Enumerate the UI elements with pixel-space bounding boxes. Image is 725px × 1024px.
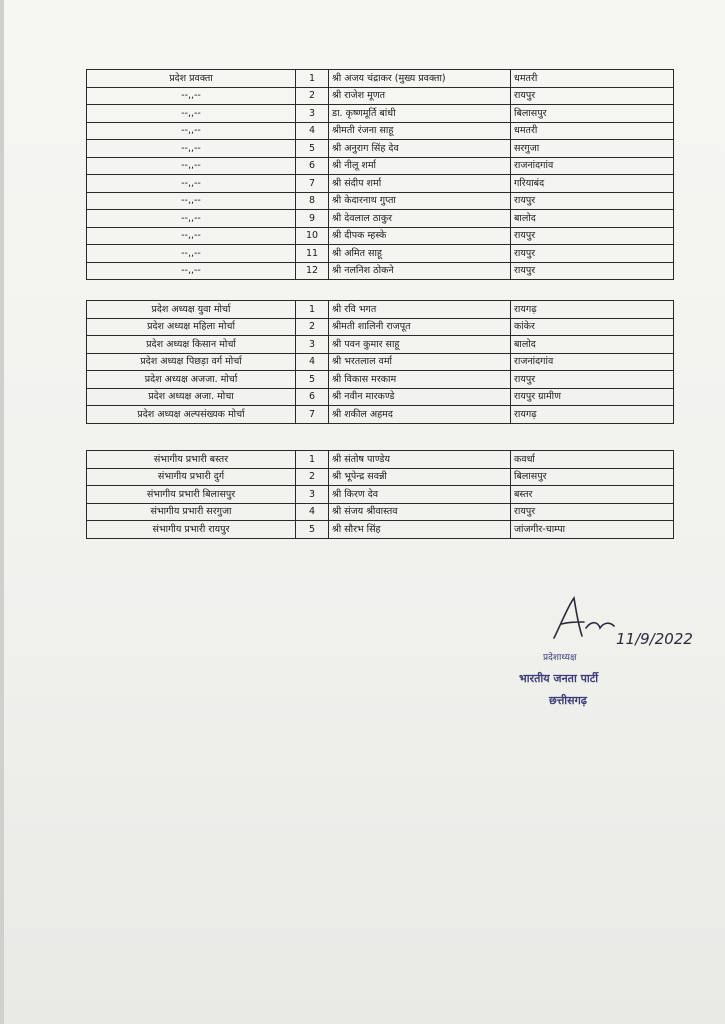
table-row — [87, 451, 674, 469]
name-cell: श्री शकील अहमद — [329, 406, 511, 424]
name-cell: श्री नीलू शर्मा — [329, 157, 511, 175]
serial-cell: 4 — [296, 353, 329, 371]
district-cell: बिलासपुर — [511, 105, 674, 123]
post-cell: प्रदेश अध्यक्ष अजा. मोचा — [87, 388, 296, 406]
name-cell: श्री अनुराग सिंह देव — [329, 140, 511, 158]
name-cell: श्री भरतलाल वर्मा — [329, 353, 511, 371]
serial-cell: 10 — [296, 227, 329, 245]
name-cell: श्री अजय चंद्राकर (मुख्य प्रवक्ता) — [329, 70, 511, 88]
post-cell: संभागीय प्रभारी बस्तर — [87, 451, 296, 469]
post-cell: प्रदेश अध्यक्ष युवा मोर्चा — [87, 301, 296, 319]
serial-cell: 3 — [296, 336, 329, 354]
table-row — [87, 227, 674, 245]
table-row — [87, 371, 674, 389]
table-row — [87, 140, 674, 158]
serial-cell: 7 — [296, 406, 329, 424]
district-cell: रायपुर — [511, 245, 674, 263]
stamp-designation: प्रदेशाध्यक्ष — [543, 653, 577, 663]
table-row — [87, 157, 674, 175]
post-cell: संभागीय प्रभारी दुर्ग — [87, 468, 296, 486]
name-cell: श्री अमित साहू — [329, 245, 511, 263]
post-cell: --,,-- — [87, 105, 296, 123]
name-cell: श्री राजेश मूणत — [329, 87, 511, 105]
district-cell: कवर्धा — [511, 451, 674, 469]
serial-cell: 1 — [296, 70, 329, 88]
serial-cell: 3 — [296, 105, 329, 123]
table-row — [87, 318, 674, 336]
serial-cell: 7 — [296, 175, 329, 193]
post-cell: --,,-- — [87, 262, 296, 280]
serial-cell: 5 — [296, 521, 329, 539]
serial-cell: 6 — [296, 157, 329, 175]
stamp-state: छत्तीसगढ़ — [549, 694, 587, 707]
serial-cell: 12 — [296, 262, 329, 280]
post-cell: प्रदेश अध्यक्ष महिला मोर्चा — [87, 318, 296, 336]
name-cell: श्री किरण देव — [329, 486, 511, 504]
name-cell: श्री संतोष पाण्डेय — [329, 451, 511, 469]
district-cell: रायपुर — [511, 87, 674, 105]
table-row — [87, 486, 674, 504]
serial-cell: 4 — [296, 503, 329, 521]
post-cell: प्रदेश अध्यक्ष अल्पसंख्यक मोर्चा — [87, 406, 296, 424]
post-cell: --,,-- — [87, 175, 296, 193]
district-cell: रायपुर — [511, 192, 674, 210]
serial-cell: 11 — [296, 245, 329, 263]
post-cell: प्रदेश प्रवक्ता — [87, 70, 296, 88]
district-cell: बस्तर — [511, 486, 674, 504]
district-cell: रायपुर ग्रामीण — [511, 388, 674, 406]
post-cell: प्रदेश अध्यक्ष पिछड़ा वर्ग मोर्चा — [87, 353, 296, 371]
table-row — [87, 353, 674, 371]
post-cell: --,,-- — [87, 87, 296, 105]
table-body — [87, 301, 674, 424]
name-cell: डा. कृष्णमूर्ति बांधी — [329, 105, 511, 123]
serial-cell: 3 — [296, 486, 329, 504]
stamp-party-name: भारतीय जनता पार्टी — [519, 672, 599, 685]
serial-cell: 9 — [296, 210, 329, 228]
table-row — [87, 70, 674, 88]
table-row — [87, 245, 674, 263]
serial-cell: 5 — [296, 371, 329, 389]
table-row — [87, 105, 674, 123]
page-edge-shadow — [0, 0, 4, 1024]
table-body — [87, 70, 674, 280]
district-cell: राजनांदगांव — [511, 157, 674, 175]
name-cell: श्री विकास मरकाम — [329, 371, 511, 389]
table-row — [87, 503, 674, 521]
district-cell: राजनांदगांव — [511, 353, 674, 371]
serial-cell: 6 — [296, 388, 329, 406]
district-cell: रायपुर — [511, 227, 674, 245]
name-cell: श्री सौरभ सिंह — [329, 521, 511, 539]
district-cell: धमतरी — [511, 122, 674, 140]
district-cell: बिलासपुर — [511, 468, 674, 486]
post-cell: --,,-- — [87, 140, 296, 158]
name-cell: श्री नवीन मारकण्डे — [329, 388, 511, 406]
table-row — [87, 192, 674, 210]
table-row — [87, 468, 674, 486]
name-cell: श्री नलनिश ठोकने — [329, 262, 511, 280]
morcha-president-table — [86, 300, 674, 424]
post-cell: प्रदेश अध्यक्ष अजजा. मोर्चा — [87, 371, 296, 389]
table-row — [87, 122, 674, 140]
post-cell: प्रदेश अध्यक्ष किसान मोर्चा — [87, 336, 296, 354]
table-row — [87, 301, 674, 319]
table-row — [87, 210, 674, 228]
serial-cell: 8 — [296, 192, 329, 210]
name-cell: श्री केदारनाथ गुप्ता — [329, 192, 511, 210]
serial-cell: 4 — [296, 122, 329, 140]
district-cell: रायगढ़ — [511, 301, 674, 319]
table-row — [87, 87, 674, 105]
name-cell: श्रीमती रंजना साहू — [329, 122, 511, 140]
district-cell: कांकेर — [511, 318, 674, 336]
post-cell: संभागीय प्रभारी बिलासपुर — [87, 486, 296, 504]
post-cell: संभागीय प्रभारी सरगुजा — [87, 503, 296, 521]
serial-cell: 2 — [296, 318, 329, 336]
name-cell: श्री संजय श्रीवास्तव — [329, 503, 511, 521]
divisional-incharge-table — [86, 450, 674, 539]
post-cell: --,,-- — [87, 227, 296, 245]
post-cell: --,,-- — [87, 245, 296, 263]
table-row — [87, 262, 674, 280]
signature-date: 11/9/2022 — [616, 630, 693, 648]
name-cell: श्री रवि भगत — [329, 301, 511, 319]
district-cell: बालोद — [511, 210, 674, 228]
serial-cell: 2 — [296, 87, 329, 105]
serial-cell: 1 — [296, 301, 329, 319]
table-row — [87, 175, 674, 193]
district-cell: रायगढ़ — [511, 406, 674, 424]
district-cell: रायपुर — [511, 371, 674, 389]
serial-cell: 2 — [296, 468, 329, 486]
serial-cell: 5 — [296, 140, 329, 158]
post-cell: --,,-- — [87, 122, 296, 140]
name-cell: श्रीमती शालिनी राजपूत — [329, 318, 511, 336]
district-cell: रायपुर — [511, 503, 674, 521]
post-cell: संभागीय प्रभारी रायपुर — [87, 521, 296, 539]
name-cell: श्री संदीप शर्मा — [329, 175, 511, 193]
table-row — [87, 521, 674, 539]
table-body — [87, 451, 674, 539]
district-cell: सरगुजा — [511, 140, 674, 158]
name-cell: श्री भूपेन्द्र सवन्नी — [329, 468, 511, 486]
table-row — [87, 388, 674, 406]
post-cell: --,,-- — [87, 192, 296, 210]
district-cell: धमतरी — [511, 70, 674, 88]
post-cell: --,,-- — [87, 210, 296, 228]
name-cell: श्री दीपक म्हस्के — [329, 227, 511, 245]
district-cell: रायपुर — [511, 262, 674, 280]
district-cell: गरियाबंद — [511, 175, 674, 193]
table-row — [87, 406, 674, 424]
name-cell: श्री देवलाल ठाकुर — [329, 210, 511, 228]
spokesperson-table — [86, 69, 674, 280]
post-cell: --,,-- — [87, 157, 296, 175]
district-cell: बालोद — [511, 336, 674, 354]
serial-cell: 1 — [296, 451, 329, 469]
table-row — [87, 336, 674, 354]
name-cell: श्री पवन कुमार साहू — [329, 336, 511, 354]
district-cell: जांजगीर-चाम्पा — [511, 521, 674, 539]
